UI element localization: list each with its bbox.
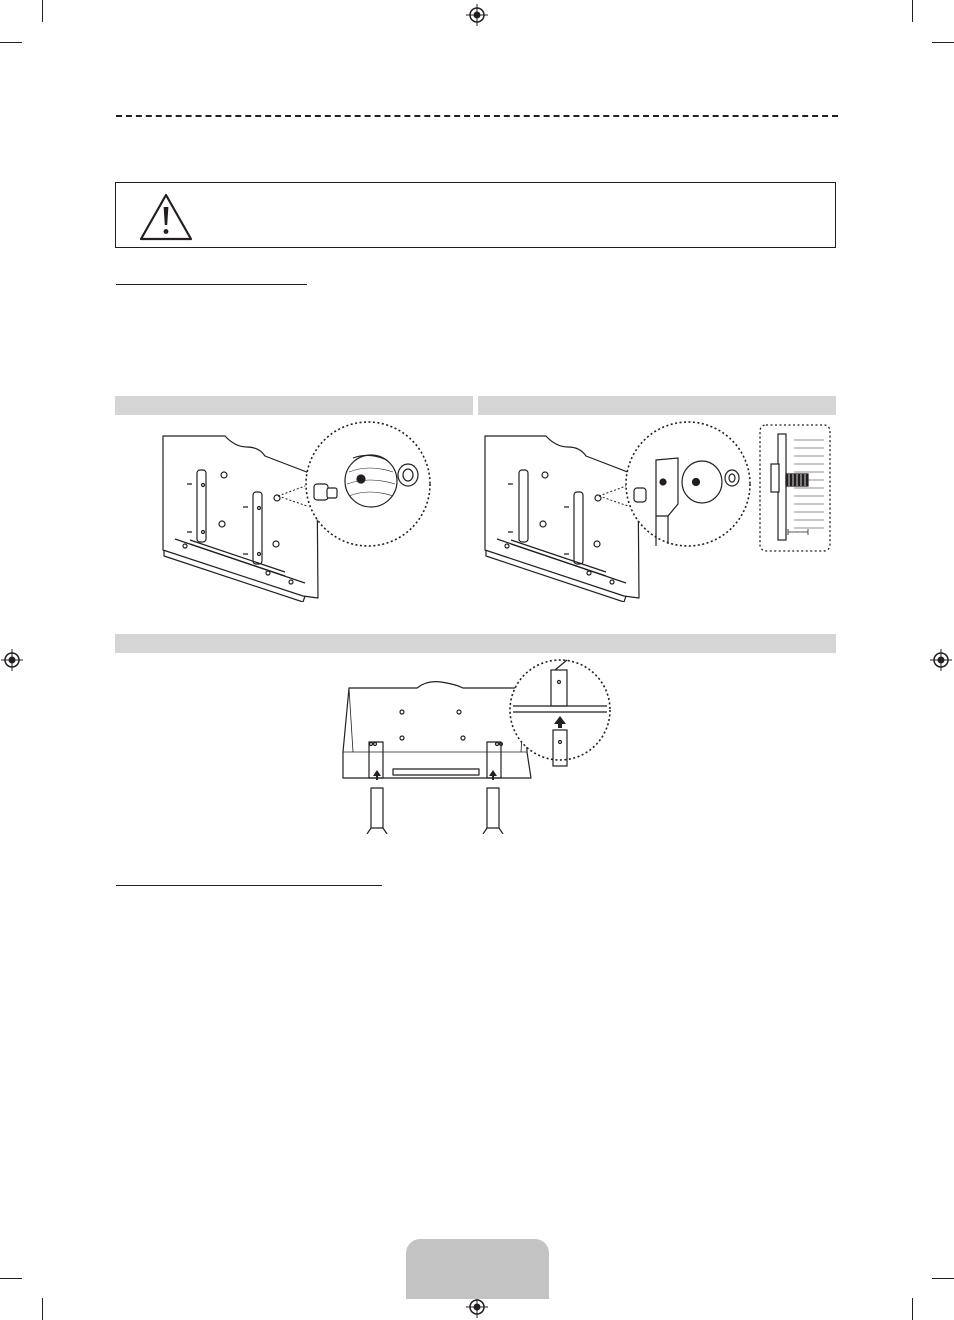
registration-mark-icon: [1, 649, 23, 671]
crop-mark: [42, 1298, 43, 1320]
stand-assembly-figure: [335, 658, 615, 834]
wall-mount-figure-right: [478, 420, 838, 602]
registration-mark-icon: [466, 1296, 488, 1318]
crop-mark: [912, 0, 913, 22]
figure-label-bar: [115, 396, 473, 415]
wall-mount-figure-left: [155, 420, 445, 602]
heading-underline: [116, 284, 307, 285]
section-rule: [116, 115, 838, 117]
crop-mark: [932, 42, 954, 43]
registration-mark-icon: [930, 649, 952, 671]
crop-mark: [912, 1298, 913, 1320]
figure-label-bar: [115, 634, 836, 653]
caution-triangle-icon: [138, 192, 194, 242]
page-number-tab: [406, 1239, 549, 1299]
crop-mark: [42, 0, 43, 22]
crop-mark: [0, 1278, 22, 1279]
crop-mark: [0, 42, 22, 43]
registration-mark-icon: [466, 4, 488, 26]
figure-label-bar: [478, 396, 836, 415]
caution-box: [115, 182, 836, 248]
heading-underline: [116, 885, 382, 886]
crop-mark: [932, 1278, 954, 1279]
